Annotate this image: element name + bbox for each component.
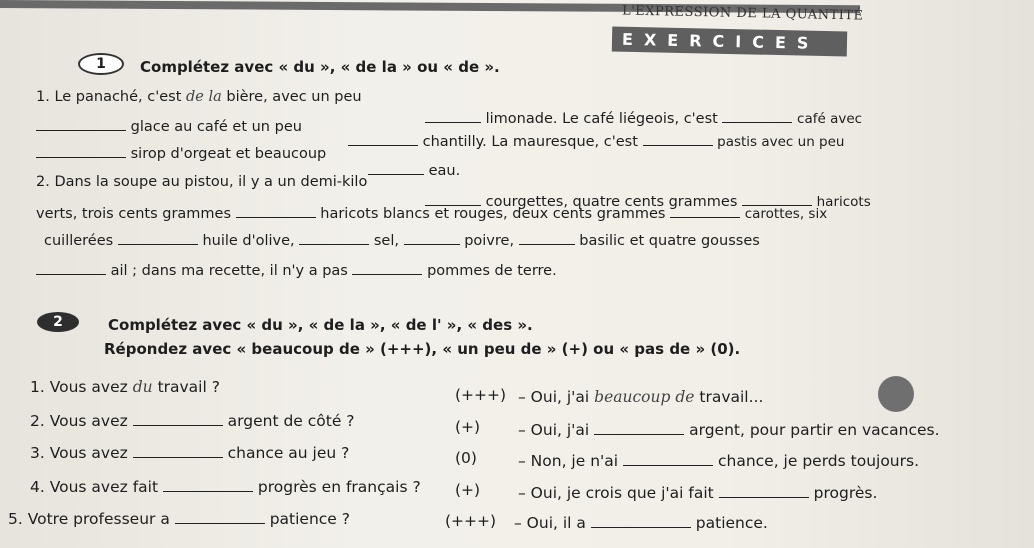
ex2-level-2: (+) [455,418,481,436]
text: haricots [816,194,871,210]
text: – Non, je n'ai [518,452,619,470]
ex1-line-3 [36,145,326,162]
exercises-banner: EXERCICES [612,27,847,57]
blank-field[interactable] [118,232,198,245]
text: pastis avec un peu [717,134,845,150]
ex2-answer-4 [518,484,877,502]
exercise-2-badge: 2 [37,312,79,332]
blank-field[interactable] [348,133,418,146]
text: sel, [373,233,399,249]
blank-field[interactable] [404,232,460,245]
text: argent, pour partir en vacances. [689,421,940,439]
blank-field[interactable] [236,205,316,218]
text: bière, avec un peu [226,89,362,105]
marker-dot-icon [878,376,914,412]
ex2-question-5 [8,510,350,528]
blank-field[interactable] [670,205,740,218]
text: progrès en français ? [257,478,421,496]
ex1-line-6 [44,232,760,249]
text: courgettes, quatre cents grammes [485,194,738,210]
ex1-line-3b [368,162,460,179]
text: 2. Dans la soupe au pistou, il y a un demi-kilo [36,174,368,190]
blank-field[interactable] [519,232,575,245]
text: 1. Vous avez [30,378,128,396]
text: cuillerées [44,233,114,249]
exercise-2-instruction-1: Complétez avec « du », « de la », « de l' », « des ». [108,316,533,334]
blank-field[interactable] [719,485,809,498]
text: travail ? [157,378,220,396]
blank-field[interactable] [643,133,713,146]
text: – Oui, j'ai [518,388,590,406]
exercise-1-instruction: Complétez avec « du », « de la » ou « de ». [140,58,500,76]
blank-field[interactable] [133,445,223,458]
text: travail... [699,388,764,406]
ex2-answer-1 [518,388,763,406]
text: café avec [797,111,863,127]
ex2-question-2 [30,412,355,430]
handwritten-answer: beaucoup de [594,388,695,406]
ex1-line-2 [36,118,302,135]
blank-field[interactable] [36,145,126,158]
text: verts, trois cents grammes [36,206,232,222]
ex1-line-2b [348,133,845,150]
text: limonade. Le café liégeois, c'est [485,111,718,127]
ex2-level-3: (0) [455,449,477,467]
ex2-question-4 [30,478,421,496]
text: glace au café et un peu [130,119,302,135]
blank-field[interactable] [368,162,424,175]
text: 3. Vous avez [30,444,128,462]
blank-field[interactable] [36,118,126,131]
chapter-title: L'EXPRESSION DE LA QUANTITÉ [621,3,864,24]
text: huile d'olive, [202,233,295,249]
ex2-answer-2 [518,421,940,439]
text: chance, je perds toujours. [717,452,920,470]
ex1-line-1b [425,110,862,127]
ex2-answer-5 [514,514,768,532]
ex1-line-7 [36,262,557,279]
ex2-answer-3 [518,452,919,470]
ex2-level-4: (+) [455,481,481,499]
blank-field[interactable] [352,262,422,275]
blank-field[interactable] [623,453,713,466]
text: patience ? [269,510,350,528]
text: – Oui, il a [514,514,586,532]
text: ail ; dans ma recette, il n'y a pas [110,263,348,279]
text: patience. [695,514,768,532]
text: 5. Votre professeur a [8,510,170,528]
ex2-level-1: (+++) [455,386,507,404]
handwritten-answer: de la [186,89,222,105]
blank-field[interactable] [175,511,265,524]
blank-field[interactable] [36,262,106,275]
text: argent de côté ? [227,412,355,430]
text: poivre, [464,233,515,249]
text: – Oui, j'ai [518,421,590,439]
handwritten-answer: du [132,378,153,396]
ex1-line-5 [36,205,827,222]
exercise-1-badge: 1 [78,53,124,75]
text: 1. Le panaché, c'est [36,89,182,105]
blank-field[interactable] [425,110,481,123]
text: basilic et quatre gousses [579,233,760,249]
blank-field[interactable] [591,515,691,528]
blank-field[interactable] [163,479,253,492]
blank-field[interactable] [299,232,369,245]
text: carottes, six [744,206,828,222]
text: – Oui, je crois que j'ai fait [518,484,714,502]
text: pommes de terre. [427,263,557,279]
text: sirop d'orgeat et beaucoup [130,146,327,162]
exercise-2-instruction-2: Répondez avec « beaucoup de » (+++), « un peu de » (+) ou « pas de » (0). [104,340,741,358]
blank-field[interactable] [133,413,223,426]
ex2-level-5: (+++) [445,512,497,530]
ex1-line-4 [36,174,367,190]
text: 2. Vous avez [30,412,128,430]
text: eau. [428,163,461,179]
blank-field[interactable] [594,422,684,435]
text: 4. Vous avez fait [30,478,159,496]
blank-field[interactable] [722,110,792,123]
text: haricots blancs et rouges, deux cents grammes [320,206,666,222]
ex2-question-3 [30,444,349,462]
text: chance au jeu ? [227,444,350,462]
text: progrès. [813,484,878,502]
text: chantilly. La mauresque, c'est [422,134,638,150]
ex2-question-1 [30,378,220,396]
ex1-line-1 [36,89,362,105]
